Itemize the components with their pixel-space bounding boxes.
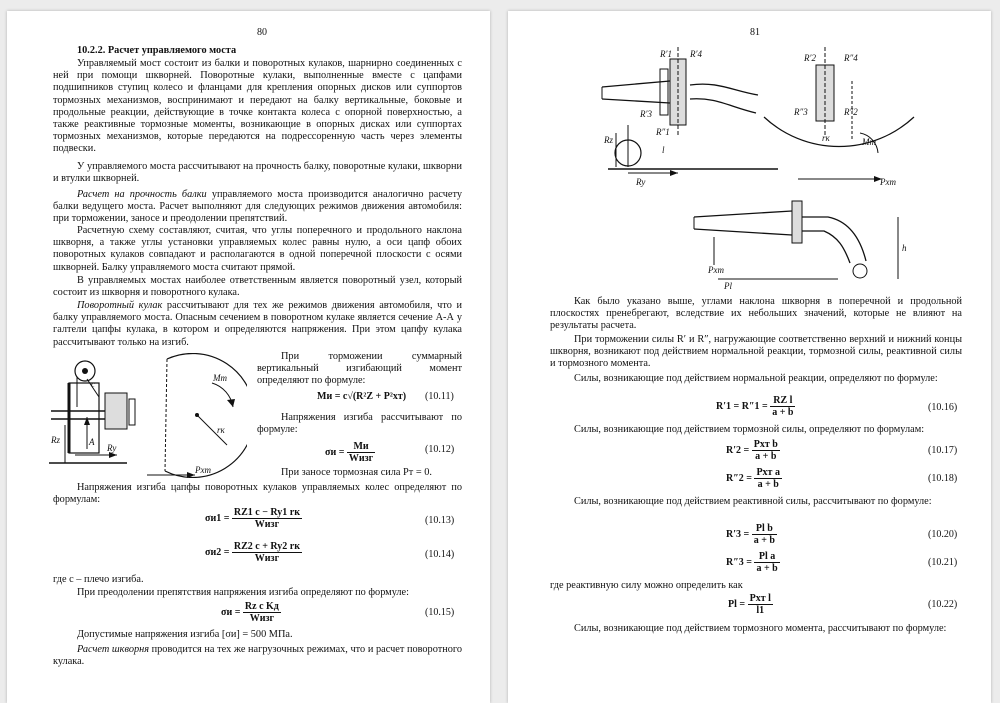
paragraph: Силы, возникающие под действием нормальной реакции, определяют по формуле: (574, 373, 938, 384)
fraction (752, 439, 780, 462)
equation-number: (10.21) (928, 557, 958, 568)
equation-10-15 (221, 601, 281, 624)
page-80 (7, 11, 490, 703)
denominator: a + b (755, 451, 777, 462)
equation-number: (10.17) (928, 445, 958, 456)
fraction (243, 601, 281, 624)
equation-lhs: R″2 = (726, 472, 752, 484)
paragraph: При торможении суммарный вертикальный изгибающий момент определяют по формуле: (257, 351, 462, 387)
paragraph-text: рассчитывают для тех же режимов движения автомобиля, что и балку управляемого моста. Опасным сечением в поворотном кулаке является сечение А-А у галтели цапфы кулака, в котором и определяются напряжения. При этом цапфу кулака рассчитывают только на изгиб. (53, 300, 462, 348)
equation-lhs: σи = (325, 446, 345, 458)
label-mt: Mт (862, 137, 876, 147)
numerator: RZ l (770, 395, 795, 407)
label-pxt: Pxт (195, 465, 211, 475)
equation-10-17 (726, 439, 780, 462)
paragraph (53, 189, 462, 226)
label-h: h (902, 243, 907, 253)
label-a: A (89, 437, 95, 447)
label-c: c (91, 379, 95, 389)
fraction (748, 593, 773, 616)
numerator: Pxт b (753, 439, 778, 450)
label-r2p: R′2 (804, 53, 816, 63)
paragraph: Напряжения изгиба цапфы поворотных кулаков управляемых колес определяют по формулам: (53, 482, 462, 506)
fraction (754, 551, 779, 574)
paragraph: где c – плечо изгиба. (53, 574, 144, 585)
paragraph: Расчетную схему составляют, считая, что углы поперечного и продольного наклона шкворня, а также углы установки управляемых колес равны нулю, а оси цапф обоих поворотных кулаков совпадают и располагаются в одной поперечной плоскости с осями шкворней. Балку управляемого моста считают прямой. (53, 225, 462, 273)
label-rz: Rz (604, 135, 613, 145)
label-pxt: Pxт (880, 177, 896, 187)
numerator: Pl b (752, 523, 777, 535)
equation-10-14 (205, 541, 302, 564)
paragraph: Управляемый мост состоит из балки и поворотных кулаков, шарнирно соединенных с ней при помощи шкворней. Поворотные кулаки, выполненные вместе с цапфами подшипников ступиц колесо и фланцами для крепления опорных дисков или суппортов тормозных механизмов, воспринимают и передают на балку вертикальные, боковые и продольные реакции, действующие в точке контакта колеса с опорной поверхностью, а также реактивные тормозные моменты, возникающие в опорных дисках или суппортах тормозных механизмов, которые передаются на подрессоренную часть через элементы подвески. (53, 58, 462, 155)
label-l: l (662, 145, 665, 155)
numerator: Rz c Kд (244, 601, 279, 612)
denominator: a + b (756, 563, 778, 574)
label-rk: rк (217, 425, 225, 435)
equation-number: (10.14) (425, 549, 455, 560)
paragraph: Допустимые напряжения изгиба [σи] = 500 МПа. (77, 629, 293, 640)
fraction (232, 507, 302, 530)
fraction (770, 395, 795, 418)
paragraph: У управляемого моста рассчитывают на прочность балку, поворотные кулаки, шкворни и втулки шкворней. (53, 161, 462, 185)
label-r4pp: R″4 (844, 53, 858, 63)
equation-number: (10.15) (425, 607, 455, 618)
label-r3pp: R″3 (794, 107, 808, 117)
equation-10-11: Mи = c√(R²Z + P²xт) (317, 391, 407, 402)
equation-10-13 (205, 507, 302, 530)
paragraph: При торможении силы R′ и R″, нагружающие соответственно верхний и нижний концы шкворня, возникают под действием нормальной реакции, тормозной силы, реактивной силы и тормозного момента. (550, 334, 962, 370)
numerator: RZ2 c + Ry2 rк (233, 541, 301, 552)
label-rz: Rz (51, 435, 60, 445)
paragraph-text: управляемого моста производится аналогично расчету балки ведущего моста. Расчет выполняют для следующих режимов движения автомобиля: при торможении, заносе и преодолении препятствий. (53, 189, 462, 225)
kingpin-forces-figure (598, 41, 928, 291)
denominator: Wизг (249, 613, 275, 624)
equation-number: (10.12) (425, 444, 455, 455)
numerator: Pxт a (756, 467, 780, 478)
page-number: 81 (750, 27, 760, 38)
equation-10-16 (716, 395, 795, 418)
equation-lhs: σи1 = (205, 512, 230, 524)
paragraph: где реактивную силу можно определить как (550, 580, 743, 591)
label-rk: rк (822, 133, 830, 143)
equation-lhs: σи = (221, 606, 241, 618)
equation-lhs: R′2 = (726, 444, 750, 456)
equation-lhs: R″3 = (726, 556, 752, 568)
label-pl: Pl (724, 281, 732, 291)
paragraph (53, 644, 462, 668)
label-r2pp: R″2 (844, 107, 858, 117)
equation-number: (10.22) (928, 599, 958, 610)
denominator: Wизг (348, 453, 374, 464)
page-81 (508, 11, 991, 703)
equation-10-18 (726, 467, 782, 490)
label-r4p: R′4 (690, 49, 702, 59)
numerator: RZ1 c − Ry1 rк (233, 507, 301, 518)
italic-term: Поворотный кулак (77, 300, 163, 311)
paragraph: Напряжения изгиба рассчитывают по формуле: (257, 412, 462, 436)
section-heading: 10.2.2. Расчет управляемого моста (77, 45, 237, 56)
equation-number: (10.11) (425, 391, 454, 402)
equation-number: (10.18) (928, 473, 958, 484)
denominator: a + b (757, 479, 779, 490)
italic-term: Расчет на прочность балки (77, 189, 207, 200)
denominator: a + b (772, 407, 794, 418)
numerator: Mи (347, 441, 375, 453)
equation-10-12 (325, 441, 375, 464)
paragraph (53, 300, 462, 349)
label-r1p: R′1 (660, 49, 672, 59)
equation-lhs: R′3 = (726, 528, 750, 540)
italic-term: Расчет шкворня (77, 644, 150, 655)
label-pxt-lower: Pxт (708, 265, 724, 275)
equation-10-21 (726, 551, 780, 574)
paragraph: Силы, возникающие под действием тормозной силы, определяют по формулам: (574, 424, 925, 435)
fraction (347, 441, 375, 464)
fraction (232, 541, 302, 564)
fraction (754, 467, 782, 490)
paragraph: Как было указано выше, углами наклона шкворня в поперечной и продольной плоскостях пренебрегают, вследствие их небольших значений, которые не влияют на результаты расчета. (550, 296, 962, 332)
equation-lhs: Pl = (728, 598, 746, 610)
denominator: a + b (753, 535, 775, 546)
denominator: l1 (756, 605, 765, 616)
label-r3p: R′3 (640, 109, 652, 119)
denominator: Wизг (254, 553, 280, 564)
equation-lhs: σи2 = (205, 546, 230, 558)
paragraph: В управляемых мостах наиболее ответственным является поворотный узел, который состоит из шкворня и поворотного кулака. (53, 275, 462, 299)
paragraph: При преодолении препятствия напряжения изгиба определяют по формуле: (77, 587, 409, 598)
equation-number: (10.13) (425, 515, 455, 526)
label-ry: Ry (636, 177, 646, 187)
equation-10-20 (726, 523, 777, 546)
numerator: Pxт l (749, 593, 771, 604)
equation-number: (10.16) (928, 402, 958, 413)
paragraph: Силы, возникающие под действием реактивной силы, рассчитывают по формуле: (574, 496, 932, 507)
steering-knuckle-figure (47, 353, 247, 478)
fraction (752, 523, 777, 546)
label-ry: Ry (107, 443, 117, 453)
label-mt: Mт (213, 373, 227, 383)
numerator: Pl a (754, 551, 779, 563)
paragraph: Силы, возникающие под действием тормозного момента, рассчитывают по формуле: (574, 623, 947, 634)
page-number: 80 (257, 27, 267, 38)
paragraph: При заносе тормозная сила Pт = 0. (281, 467, 432, 478)
label-r1pp: R″1 (656, 127, 670, 137)
equation-10-22 (728, 593, 773, 616)
paragraph-text: проводится на тех же нагрузочных режимах, что и расчет поворотного кулака. (53, 644, 462, 668)
equation-number: (10.20) (928, 529, 958, 540)
denominator: Wизг (254, 519, 280, 530)
equation-lhs: R′1 = R″1 = (716, 400, 768, 412)
